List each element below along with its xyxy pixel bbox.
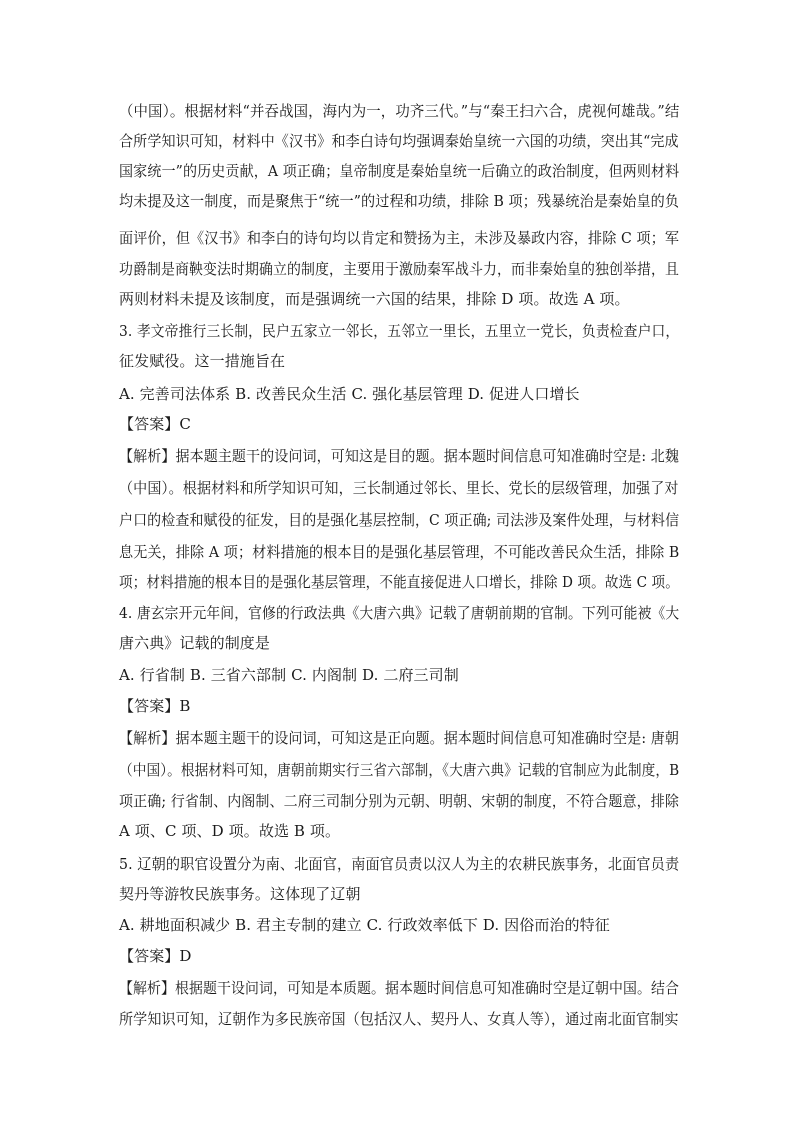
q4-analysis-line: 【解析】据本题主题干的设问词，可知这是正向题。据本题时间信息可知准确时空是: 唐朝 [119,729,679,747]
q5-analysis-line: 【解析】根据题干设问词，可知是本质题。据本题时间信息可知准确时空是辽朝中国。结合 [119,979,680,997]
q5-answer: 【答案】D [119,947,192,965]
q3-options: A. 完善司法体系 B. 改善民众生活 C. 强化基层管理 D. 促进人口增长 [119,385,580,403]
q3-analysis-line: 息无关，排除 A 项；材料措施的根本目的是强化基层管理，不可能改善民众生活，排除 B [119,543,680,561]
q5-stem-line: 5. 辽朝的职官设置分为南、北面官，南面官员责以汉人为主的农耕民族事务，北面官员责 [119,855,680,873]
q3-answer: 【答案】C [119,415,191,433]
q2-explanation-line: 国家统一”的历史贡献，A 项正确；皇帝制度是秦始皇统一后确立的政治制度，但两则材料 [119,162,680,180]
q3-analysis-line: 【解析】据本题主题干的设问词，可知这是目的题。据本题时间信息可知准确时空是: 北魏 [119,447,679,465]
q2-explanation-line: （中国）。根据材料“并吞战国，海内为一，功齐三代。”与“秦王扫六合，虎视何雄哉。”结 [119,102,680,120]
q5-analysis-line: 所学知识可知，辽朝作为多民族帝国（包括汉人、契丹人、女真人等），通过南北面官制实 [119,1010,679,1028]
q2-explanation-line: 功爵制是商鞅变法时期确立的制度，主要用于激励秦军战斗力，而非秦始皇的独创举措，且 [119,260,680,278]
q4-stem-line: 唐六典》记载的制度是 [119,634,271,652]
q2-explanation-line: 合所学知识可知，材料中《汉书》和李白诗句均强调秦始皇统一六国的功绩，突出其“完成 [119,132,679,150]
q3-stem-line: 3. 孝文帝推行三长制，民户五家立一邻长，五邻立一里长，五里立一党长，负责检查户口， [119,322,680,340]
q3-analysis-line: 户口的检查和赋役的征发，目的是强化基层控制，C 项正确; 司法涉及案件处理，与材料信 [119,511,680,529]
q2-explanation-line: 均未提及这一制度，而是聚焦于“统一”的过程和功绩，排除 B 项；残暴统治是秦始皇的负 [119,192,680,210]
q4-analysis-line: 项正确; 行省制、内阁制、二府三司制分别为元朝、明朝、宋朝的制度，不符合题意，排除 [119,792,679,810]
q4-analysis-line: A 项、C 项、D 项。故选 B 项。 [119,822,341,840]
q4-stem-line: 4. 唐玄宗开元年间，官修的行政法典《大唐六典》记载了唐朝前期的官制。下列可能被《大 [119,604,680,622]
q4-analysis-line: （中国）。根据材料可知，唐朝前期实行三省六部制，《大唐六典》记载的官制应为此制度，B [119,761,680,779]
q3-analysis-line: 项；材料措施的根本目的是强化基层管理，不能直接促进人口增长，排除 D 项。故选 C 项。 [119,573,679,591]
q4-options: A. 行省制 B. 三省六部制 C. 内阁制 D. 二府三司制 [119,666,459,684]
q4-answer: 【答案】B [119,697,191,715]
q5-stem-line: 契丹等游牧民族事务。这体现了辽朝 [119,885,361,903]
q3-stem-line: 征发赋役。这一措施旨在 [119,352,286,370]
q3-analysis-line: （中国）。根据材料和所学知识可知，三长制通过邻长、里长、党长的层级管理，加强了对 [119,479,679,497]
q2-explanation-line: 两则材料未提及该制度，而是强调统一六国的结果，排除 D 项。故选 A 项。 [119,290,630,308]
q5-options: A. 耕地面积减少 B. 君主专制的建立 C. 行政效率低下 D. 因俗而治的特征 [119,916,610,934]
q2-explanation-line: 面评价，但《汉书》和李白的诗句均以肯定和赞扬为主，未涉及暴政内容，排除 C 项；军 [119,229,680,247]
